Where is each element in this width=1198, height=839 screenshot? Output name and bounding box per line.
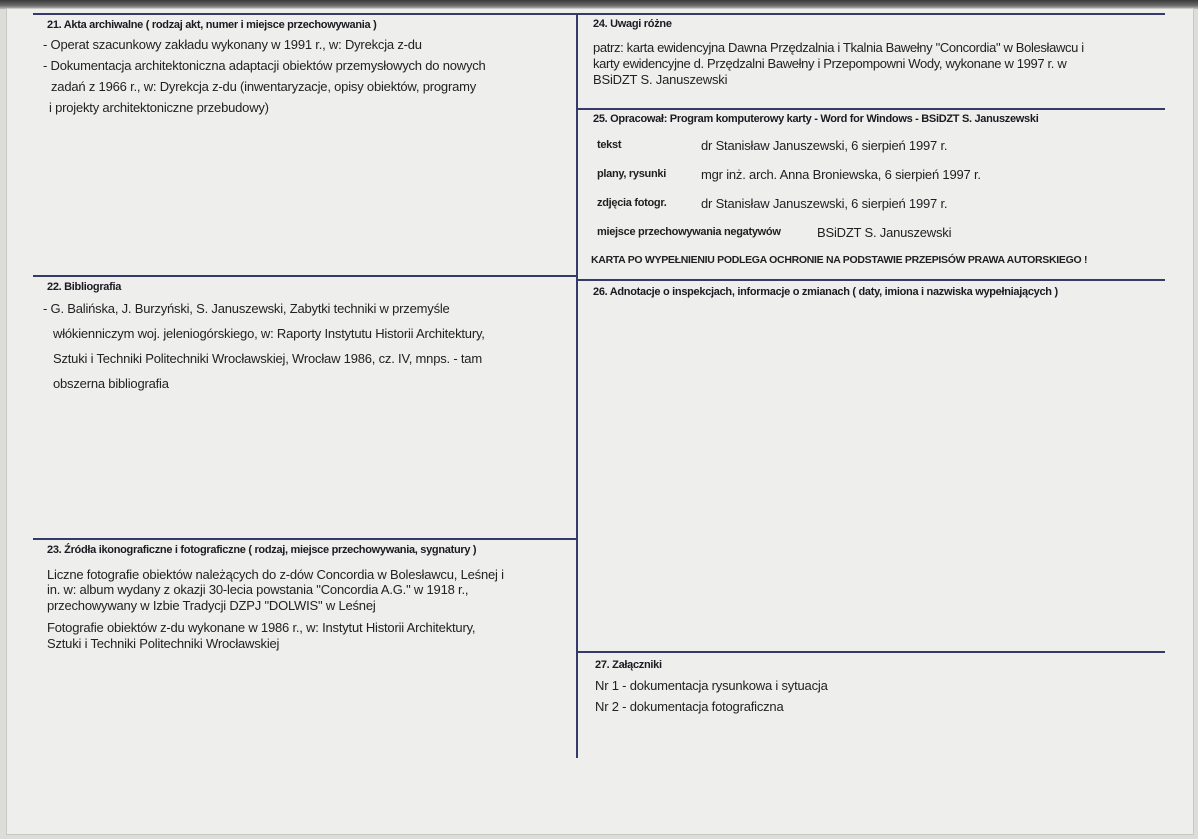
section-23-line: Liczne fotografie obiektów należących do z-dów Concordia w Bolesławcu, Leśnej i [47, 567, 504, 582]
section-21-body [43, 34, 572, 118]
section-23-iconographic-sources [47, 544, 567, 652]
prepared-row-label: plany, rysunki [597, 168, 666, 180]
section-24-line: BSiDZT S. Januszewski [593, 72, 728, 87]
section-21-line: - Operat szacunkowy zakładu wykonany w 1991 r., w: Dyrekcja z-du [43, 37, 422, 52]
section-27-attachments [595, 659, 1155, 717]
top-border-line [33, 13, 1165, 15]
attachment-item: Nr 1 - dokumentacja rysunkowa i sytuacja [595, 678, 828, 693]
section-23-paragraph-2 [47, 620, 567, 652]
section-22-line: obszerna bibliografia [53, 376, 169, 391]
section-21-heading: 21. Akta archiwalne ( rodzaj akt, numer i miejsce przechowywania ) [47, 19, 377, 31]
section-23-line: Sztuki i Techniki Politechniki Wrocławskiej [47, 636, 280, 651]
section-24-heading: 24. Uwagi różne [593, 18, 672, 30]
left-divider-22-23 [33, 538, 576, 540]
section-24-line: patrz: karta ewidencyjna Dawna Przędzalnia i Tkalnia Bawełny "Concordia" w Bolesławcu i [593, 40, 1084, 55]
section-21-archival-records [43, 19, 572, 118]
prepared-row-value: dr Stanisław Januszewski, 6 sierpień 1997 r. [701, 196, 948, 211]
section-23-line: Fotografie obiektów z-du wykonane w 1986 r., w: Instytut Historii Architektury, [47, 620, 476, 635]
section-21-line: i projekty architektoniczne przebudowy) [49, 100, 269, 115]
section-21-line: - Dokumentacja architektoniczna adaptacji obiektów przemysłowych do nowych [43, 58, 486, 73]
section-25-prepared-by [593, 113, 1163, 273]
prepared-row-label: miejsce przechowywania negatywów [597, 226, 781, 238]
prepared-row-value: mgr inż. arch. Anna Broniewska, 6 sierpień 1997 r. [701, 167, 981, 182]
section-22-body [43, 296, 572, 396]
section-22-line: - G. Balińska, J. Burzyński, S. Januszewski, Zabytki techniki w przemyśle [43, 301, 450, 316]
section-22-heading: 22. Bibliografia [47, 281, 122, 293]
section-23-line: in. w: album wydany z okazji 30-lecia powstania "Concordia A.G." w 1918 r., [47, 582, 469, 597]
section-24-remarks [593, 18, 1151, 88]
prepared-row-label: tekst [597, 139, 622, 151]
prepared-row-label: zdjęcia fotogr. [597, 197, 667, 209]
section-22-line: włókienniczym woj. jeleniogórskiego, w: Raporty Instytutu Historii Architektury, [53, 326, 485, 341]
prepared-row-value: BSiDZT S. Januszewski [817, 225, 952, 240]
section-23-paragraph-1 [47, 567, 567, 613]
section-26-heading: 26. Adnotacje o inspekcjach, informacje o zmianach ( daty, imiona i nazwiska wypełniających ) [593, 286, 1058, 298]
record-card [6, 8, 1194, 835]
column-divider [576, 13, 578, 758]
section-23-heading: 23. Źródła ikonograficzne i fotograficzne ( rodzaj, miejsce przechowywania, sygnatury ) [47, 544, 477, 556]
section-21-line: zadań z 1966 r., w: Dyrekcja z-du (inwentaryzacje, opisy obiektów, programy [51, 79, 477, 94]
section-26-inspection-notes [593, 286, 1163, 298]
right-divider-26-27 [578, 651, 1165, 653]
section-22-bibliography [43, 281, 572, 396]
section-24-line: karty ewidencyjne d. Przędzalni Bawełny i Przepompowni Wody, wykonane w 1997 r. w [593, 56, 1067, 71]
copyright-notice: KARTA PO WYPEŁNIENIU PODLEGA OCHRONIE NA PODSTAWIE PRZEPISÓW PRAWA AUTORSKIEGO ! [591, 254, 1088, 266]
section-23-line: przechowywany w Izbie Tradycji DZPJ "DOLWIS" w Leśnej [47, 598, 376, 613]
section-24-body [593, 40, 1151, 88]
left-divider-21-22 [33, 275, 576, 277]
prepared-row-value: dr Stanisław Januszewski, 6 sierpień 1997 r. [701, 138, 948, 153]
section-22-line: Sztuki i Techniki Politechniki Wrocławskiej, Wrocław 1986, cz. IV, mnps. - tam [53, 351, 482, 366]
section-25-heading: 25. Opracował: Program komputerowy karty - Word for Windows - BSiDZT S. Januszewski [593, 113, 1039, 125]
right-divider-25-26 [578, 279, 1165, 281]
right-divider-24-25 [578, 108, 1165, 110]
section-27-list [595, 675, 1155, 717]
section-27-heading: 27. Załączniki [595, 659, 662, 671]
attachment-item: Nr 2 - dokumentacja fotograficzna [595, 699, 784, 714]
